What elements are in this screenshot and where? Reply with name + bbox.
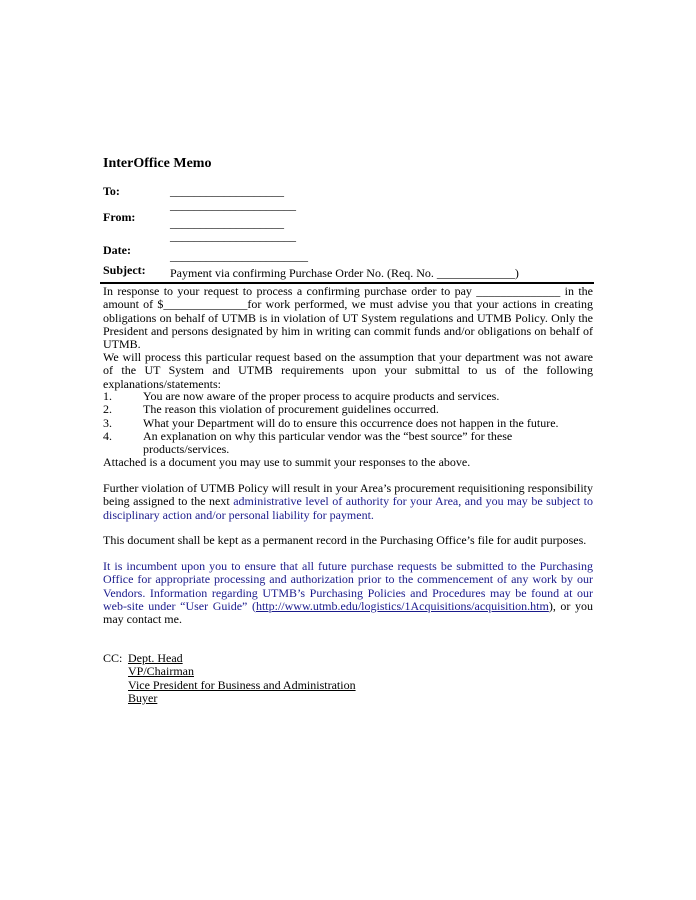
list-item-number: 4. [103, 428, 112, 443]
paragraph-record: This document shall be kept as a permanent record in the Purchasing Office’s file for audit purposes. [103, 533, 587, 547]
list-item-text: An explanation on why this particular vendor was the “best source” for these products/services. [143, 428, 513, 457]
paragraph-incumbent-part-2: ), or you may contact me. [103, 598, 594, 627]
explanations-list [103, 390, 593, 456]
paragraph-incumbent [103, 560, 593, 626]
cc-recipient: Dept. Head [128, 651, 183, 665]
list-item [103, 417, 593, 430]
subject-value: Payment via confirming Purchase Order No. (Req. No. _____________) [170, 266, 519, 280]
paragraph-further-violation [103, 482, 593, 522]
cc-recipient: VP/Chairman [128, 664, 194, 679]
memo-title: InterOffice Memo [103, 156, 212, 171]
paragraph-further-violation-part-1: Further violation of UTMB Policy will result in your Area’s procurement requisitioning responsibility being assigned to the next [103, 481, 593, 509]
list-item [103, 430, 593, 457]
to-line-1: ___________________ [170, 184, 284, 198]
paragraph-response: In response to your request to process a confirming purchase order to pay ______________ in the amount of $______________for work performed, we must advise you that your actions in creating obligations on behalf of UTMB is in violation of UT System regulations and UTMB Policy. Only the President and persons designated by him in writing can commit funds and/or obligations on behalf of UTMB. [103, 284, 593, 352]
list-item-text: The reason this violation of procurement guidelines occurred. [143, 402, 439, 417]
subject-label: Subject: [103, 263, 146, 277]
cc-label: CC: [103, 651, 123, 665]
to-label: To: [103, 184, 120, 198]
list-item-number: 3. [103, 415, 112, 430]
from-line-1: ___________________ [170, 216, 284, 230]
cc-recipient: Vice President for Business and Administration [128, 677, 356, 692]
list-item-number: 2. [103, 402, 112, 417]
list-item [103, 390, 593, 403]
to-line-2: _____________________ [170, 198, 296, 212]
list-item-number: 1. [103, 389, 112, 403]
cc-recipients [128, 652, 356, 705]
from-line-2: _____________________ [170, 229, 296, 243]
list-item-text: What your Department will do to ensure this occurrence does not happen in the future. [143, 415, 559, 430]
list-item-text: You are now aware of the proper process to acquire products and services. [143, 389, 500, 403]
date-line: _______________________ [170, 249, 308, 263]
cc-recipient: Buyer [128, 690, 158, 705]
list-item [103, 403, 593, 416]
paragraph-further-violation-part-2: administrative level of authority for your Area, and you may be subject to disciplinary action and/or personal liability for payment. [103, 494, 593, 522]
paragraph-attached: Attached is a document you may use to summit your responses to the above. [103, 455, 471, 469]
paragraph-process: We will process this particular request based on the assumption that your department was not aware of the UT System and UTMB requirements upon your submittal to us of the following explanations/statements: [103, 350, 593, 391]
from-label: From: [103, 210, 136, 224]
paragraph-incumbent-part-1: It is incumbent upon you to ensure that all future purchase requests be submitted to the Purchasing Office for appropriate processing and authorization prior to the commencement of any work by our Vendors. Information regarding UTMB’s Purchasing Policies and Procedures may be found at our web-site under “User Guide” ( [103, 559, 593, 613]
date-label: Date: [103, 243, 131, 257]
acquisition-link[interactable]: http://www.utmb.edu/logistics/1Acquisitions/acquisition.htm [255, 598, 549, 613]
